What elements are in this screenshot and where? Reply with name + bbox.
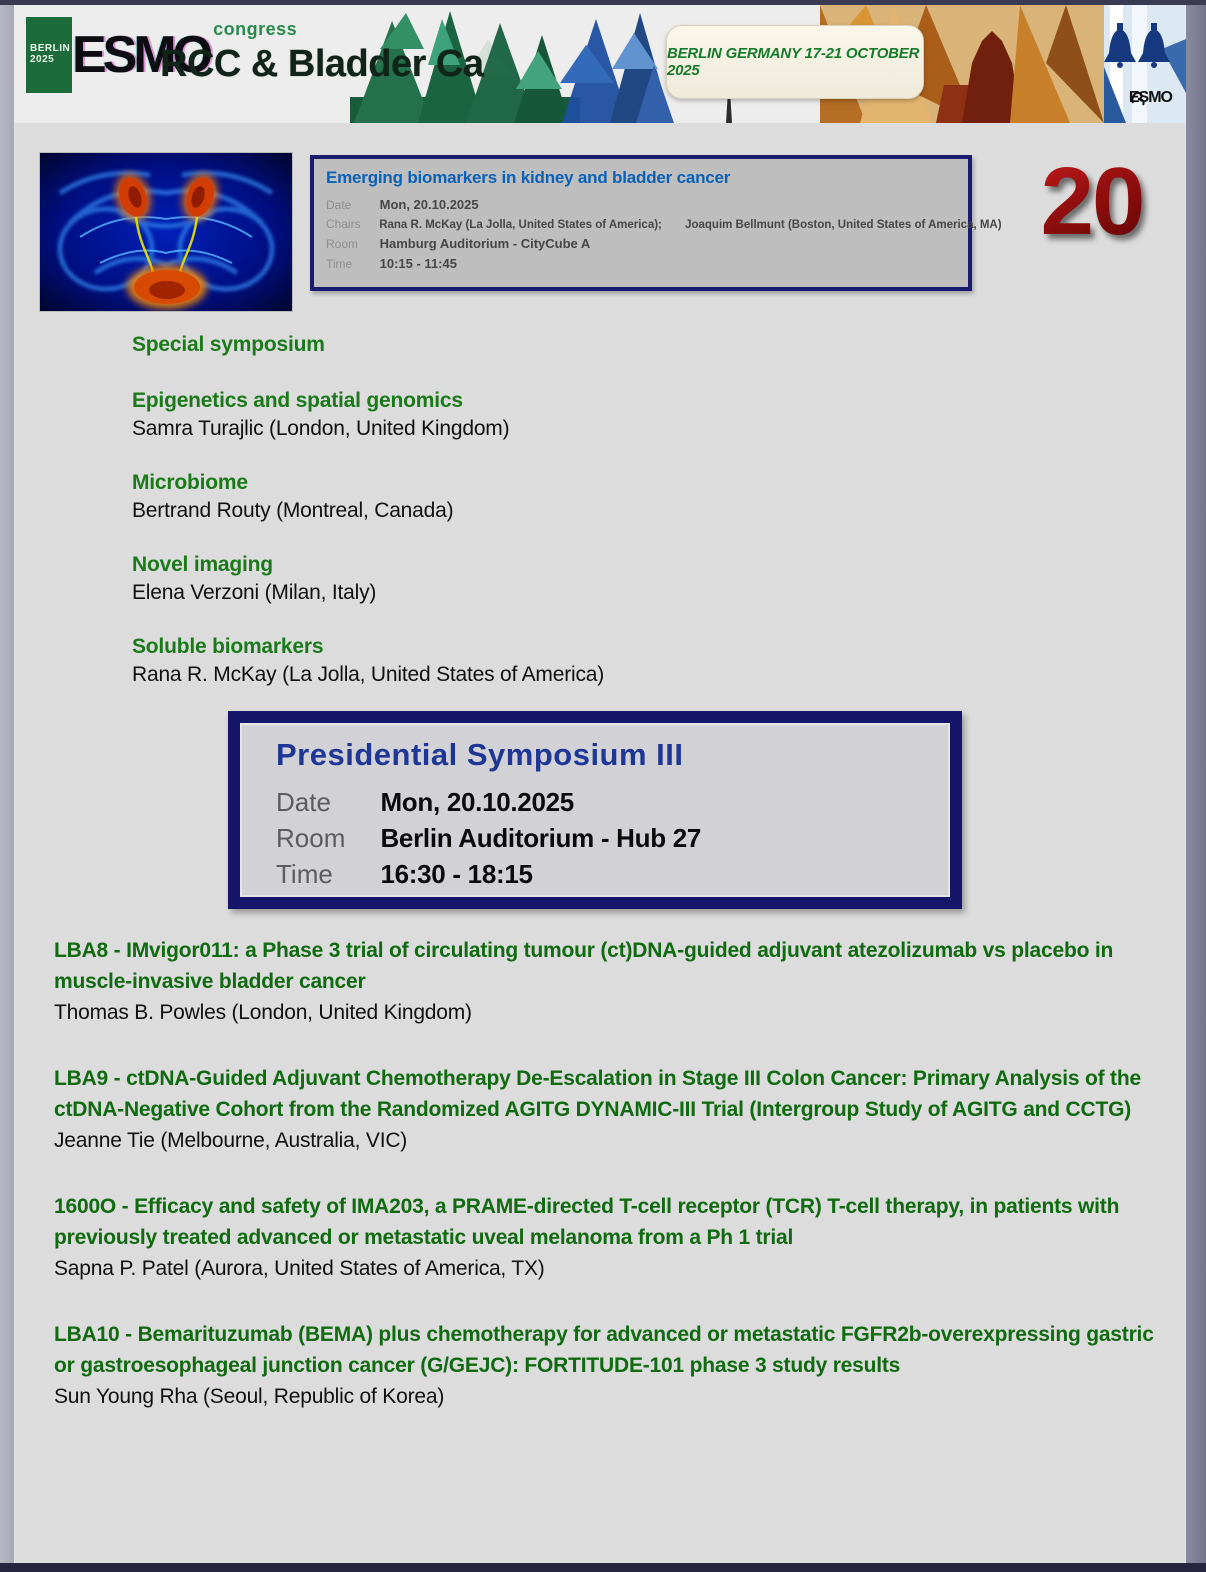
session-room-row (326, 236, 956, 251)
abstract-item (54, 935, 1156, 1028)
session-info-box (310, 155, 1002, 291)
bladder-art (127, 265, 207, 309)
presidential-time-value: 16:30 - 18:15 (380, 859, 533, 889)
abstract-speaker: Sun Young Rha (Seoul, Republic of Korea) (54, 1385, 445, 1408)
logo-city: BERLIN (30, 43, 71, 54)
congress-label: congress (213, 19, 298, 39)
session-time-row (326, 256, 956, 271)
symposium-item (132, 387, 772, 443)
presidential-time-row (276, 859, 940, 890)
congress-dates-badge (666, 25, 924, 99)
abstract-title: LBA9 - ctDNA-Guided Adjuvant Chemotherapy De-Escalation in Stage III Colon Cancer: Primary Analysis of the ctDNA-Negative Cohort from the Randomized AGITG DYNAMIC-III Trial (Intergroup Study of AGITG and CCTG) (54, 1067, 1141, 1121)
logo-year: 2025 (30, 54, 55, 65)
symposium-topic: Microbiome (132, 471, 248, 494)
presidential-date-row (276, 787, 940, 818)
esmo-right-logo (1129, 89, 1172, 107)
congress-dates-text: BERLIN GERMANY 17-21 OCTOBER 2025 (667, 45, 920, 79)
session-room-value: Hamburg Auditorium - CityCube A (379, 236, 591, 251)
abstract-title: LBA10 - Bemarituzumab (BEMA) plus chemotherapy for advanced or metastatic FGFR2b-overexpressing gastric or gastroesophageal junction cancer (G/GEJC): FORTITUDE-101 phase 3 study results (54, 1323, 1154, 1377)
presidential-time-label: Time (276, 859, 333, 889)
presidential-room-label: Room (276, 823, 346, 853)
session-room-label: Room (326, 237, 359, 251)
abstract-speaker: Jeanne Tie (Melbourne, Australia, VIC) (54, 1129, 408, 1152)
symposium-item (132, 633, 772, 689)
session-chair-2: Joaquim Bellmunt (Boston, United States of America, MA) (685, 219, 1002, 231)
abstract-item (54, 1191, 1156, 1284)
session-time-label: Time (326, 257, 353, 271)
symposium-heading: Special symposium (132, 333, 325, 356)
symposium-item (132, 469, 772, 525)
abstract-title: LBA8 - IMvigor011: a Phase 3 trial of circulating tumour (ct)DNA-guided adjuvant atezolizumab vs placebo in muscle-invasive bladder cancer (54, 939, 1114, 993)
kidney-bladder-scan-image (40, 153, 292, 311)
esmo-right-text: ESMO (1128, 89, 1172, 106)
symposium-topic: Soluble biomarkers (132, 635, 324, 658)
session-chair-1: Rana R. McKay (La Jolla, United States of America); (379, 219, 662, 231)
symposium-speaker: Rana R. McKay (La Jolla, United States of America) (132, 663, 605, 686)
session-title: Emerging biomarkers in kidney and bladder cancer (326, 168, 731, 187)
presidential-room-row (276, 823, 940, 854)
abstract-item (54, 1319, 1156, 1412)
abstract-speaker: Thomas B. Powles (London, United Kingdom) (54, 1001, 472, 1024)
esmo-ribbon-icon (1129, 89, 1147, 107)
symposium-speaker: Bertrand Routy (Montreal, Canada) (132, 499, 454, 522)
presidential-date-value: Mon, 20.10.2025 (380, 787, 574, 817)
symposium-speaker: Samra Turajlic (London, United Kingdom) (132, 417, 510, 440)
symposium-speaker: Elena Verzoni (Milan, Italy) (132, 581, 377, 604)
session-date-label: Date (326, 198, 352, 212)
presidential-date-label: Date (276, 787, 331, 817)
presidential-room-value: Berlin Auditorium - Hub 27 (380, 823, 702, 853)
abstract-item (54, 1063, 1156, 1156)
session-date-value: Mon, 20.10.2025 (379, 197, 479, 212)
session-time-value: 10:15 - 11:45 (379, 256, 457, 271)
esmo-logo-text: ESMO (72, 26, 210, 84)
symposium-topic: Epigenetics and spatial genomics (132, 389, 463, 412)
abstract-title: 1600O - Efficacy and safety of IMA203, a PRAME-directed T-cell receptor (TCR) T-cell therapy, in patients with previously treated advanced or metastatic uveal melanoma from a Ph 1 trial (54, 1195, 1120, 1249)
session-chairs-label: Chairs (326, 217, 361, 231)
abstracts-list (54, 935, 1156, 1447)
presidential-symposium-box (228, 711, 962, 909)
session-date-row (326, 197, 956, 212)
page-title: RCC & Bladder Ca (160, 43, 484, 85)
congress-banner (14, 5, 1186, 123)
symposium-topic: Novel imaging (132, 553, 273, 576)
slide (14, 5, 1186, 1563)
slide-number: 20 (1022, 147, 1162, 257)
presidential-title: Presidential Symposium III (276, 737, 684, 772)
special-symposium-section (132, 333, 772, 715)
symposium-item (132, 551, 772, 607)
berlin-2025-logo-box (26, 17, 72, 93)
session-chairs-row (326, 217, 1002, 231)
abstract-speaker: Sapna P. Patel (Aurora, United States of America, TX) (54, 1257, 545, 1280)
